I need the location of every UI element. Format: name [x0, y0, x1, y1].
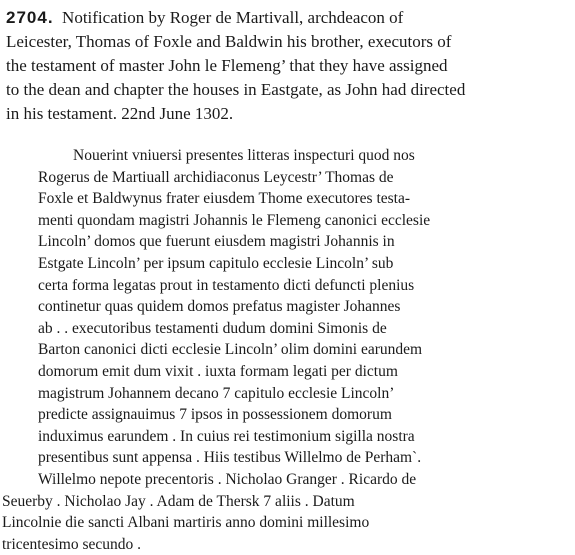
- summary-line-2: Leicester, Thomas of Foxle and Baldwin his brother, executors of: [6, 32, 452, 51]
- latin-line-4: menti quondam magistri Johannis le Flemeng canonici ecclesie: [38, 211, 431, 229]
- summary-line-text: Notification by Roger de Martivall, archdeacon of: [62, 8, 404, 27]
- latin-line-15: presentibus sunt appensa . Hiis testibus Willelmo de Perham`.: [38, 449, 422, 467]
- latin-line-7: certa forma legatas prout in testamento dicti defuncti plenius: [38, 276, 415, 294]
- latin-line-10: Barton canonici dicti ecclesie Lincoln’ olim domini earundem: [38, 341, 423, 359]
- summary-line-4: to the dean and chapter the houses in Eastgate, as John had directed: [6, 80, 466, 99]
- latin-line-1: Nouerint vniuersi presentes litteras inspecturi quod nos: [73, 147, 415, 164]
- summary-line-5: in his testament. 22nd June 1302.: [6, 104, 234, 123]
- summary-line-3: the testament of master John le Flemeng’ that they have assigned: [6, 56, 448, 75]
- latin-line-18: Lincolnie die sancti Albani martiris anno domini millesimo: [2, 514, 370, 532]
- latin-line-13: predicte assignauimus 7 ipsos in possessionem domorum: [38, 406, 392, 424]
- latin-charter-text: [0, 145, 575, 555]
- latin-line-11: domorum emit dum vixit . iuxta formam legati per dictum: [38, 362, 398, 380]
- latin-line-2: Rogerus de Martiuall archidiaconus Leycestr’ Thomas de: [38, 168, 394, 186]
- latin-line-17: Seuerby . Nicholao Jay . Adam de Thersk 7 aliis . Datum: [2, 492, 355, 510]
- entry-summary: [6, 6, 566, 126]
- latin-line-12: magistrum Johannem decano 7 capitulo ecclesie Lincoln’: [38, 384, 395, 402]
- latin-line-19: tricentesimo secundo .: [2, 535, 142, 553]
- latin-line-9: ab . . executoribus testamenti dudum domini Simonis de: [38, 319, 387, 337]
- latin-line-5: Lincoln’ domos que fuerunt eiusdem magistri Johannis in: [38, 233, 395, 251]
- summary-line-1: [6, 6, 566, 30]
- latin-line-3: Foxle et Baldwynus frater eiusdem Thome executores testa-: [38, 190, 411, 208]
- latin-line-14: induximus earundem . In cuius rei testimonium sigilla nostra: [38, 427, 415, 445]
- latin-line-6: Estgate Lincoln’ per ipsum capitulo ecclesie Lincoln’ sub: [38, 254, 394, 272]
- latin-line-8: continetur quas quidem domos prefatus magister Johannes: [38, 298, 401, 316]
- latin-line-16: Willelmo nepote precentoris . Nicholao Granger . Ricardo de: [38, 470, 417, 488]
- entry-number: 2704.: [6, 8, 54, 27]
